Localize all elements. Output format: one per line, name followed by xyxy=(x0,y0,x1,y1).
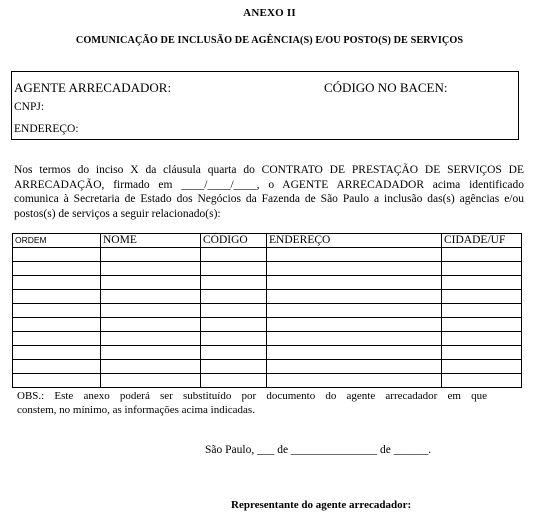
representante-label: Representante do agente arrecadador: xyxy=(231,499,412,511)
table-body xyxy=(13,248,522,388)
table-cell xyxy=(201,276,267,290)
document-title: ANEXO II xyxy=(243,7,296,19)
table-cell xyxy=(267,304,442,318)
table-cell xyxy=(442,276,522,290)
table-cell xyxy=(13,290,101,304)
cnpj-label: CNPJ: xyxy=(14,101,45,113)
body-paragraph xyxy=(14,163,524,221)
table-cell xyxy=(442,290,522,304)
paragraph-line: Nos termos do inciso X da cláusula quarta do CONTRATO DE PRESTAÇÃO DE SERVIÇOS DE xyxy=(14,164,524,176)
column-header-cidade-uf: CIDADE/UF xyxy=(442,234,522,248)
table-cell xyxy=(13,346,101,360)
table-cell xyxy=(267,318,442,332)
table-row xyxy=(13,304,522,318)
table-cell xyxy=(101,360,201,374)
table-cell xyxy=(101,262,201,276)
table-row xyxy=(13,262,522,276)
obs-note xyxy=(17,389,487,417)
table-cell xyxy=(267,346,442,360)
table-cell xyxy=(101,276,201,290)
table-cell xyxy=(13,304,101,318)
table-cell xyxy=(101,290,201,304)
table-cell xyxy=(101,304,201,318)
table-cell xyxy=(442,360,522,374)
table-row xyxy=(13,276,522,290)
table-cell xyxy=(267,332,442,346)
table-cell xyxy=(201,318,267,332)
table-cell xyxy=(13,374,101,388)
table-row xyxy=(13,374,522,388)
date-line: São Paulo, ___ de _______________ de ______. xyxy=(205,444,432,456)
table-cell xyxy=(201,346,267,360)
table-cell xyxy=(442,374,522,388)
table-cell xyxy=(267,276,442,290)
table-cell xyxy=(442,262,522,276)
table-cell xyxy=(13,276,101,290)
column-header-codigo: CÓDIGO xyxy=(201,234,267,248)
obs-line: constem, no mínimo, as informações acima indicadas. xyxy=(17,404,255,416)
table-cell xyxy=(101,318,201,332)
table-cell xyxy=(13,360,101,374)
paragraph-line: ARRECADAÇÃO, firmado em ____/____/____, o AGENTE ARRECADADOR acima identificado xyxy=(14,178,524,191)
table-row xyxy=(13,346,522,360)
table-cell xyxy=(201,332,267,346)
column-header-nome: NOME xyxy=(101,234,201,248)
table-cell xyxy=(101,346,201,360)
document-subtitle: COMUNICAÇÃO DE INCLUSÃO DE AGÊNCIA(S) E/OU POSTO(S) DE SERVIÇOS xyxy=(75,35,464,46)
obs-line: OBS.: Este anexo poderá ser substituído por documento do agente arrecadador em que xyxy=(17,390,487,402)
table-cell xyxy=(267,262,442,276)
table-cell xyxy=(101,374,201,388)
table-cell xyxy=(13,248,101,262)
agente-arrecadador-label: AGENTE ARRECADADOR: xyxy=(14,80,172,95)
table-cell xyxy=(13,332,101,346)
paragraph-line: comunica à Secretaria de Estado dos Negócios da Fazenda de São Paulo a inclusão das(s) agências e/ou xyxy=(14,193,524,205)
table-cell xyxy=(201,374,267,388)
table-cell xyxy=(267,360,442,374)
table-row xyxy=(13,332,522,346)
table-cell xyxy=(442,346,522,360)
endereco-label: ENDEREÇO: xyxy=(14,123,79,135)
table-cell xyxy=(201,290,267,304)
table-row xyxy=(13,290,522,304)
column-header-ordem: ORDEM xyxy=(13,234,101,248)
table-cell xyxy=(267,290,442,304)
table-cell xyxy=(201,360,267,374)
table-header-row xyxy=(13,234,522,248)
codigo-bacen-label: CÓDIGO NO BACEN: xyxy=(324,80,448,95)
table-row xyxy=(13,248,522,262)
table-cell xyxy=(13,318,101,332)
table-cell xyxy=(442,318,522,332)
table-cell xyxy=(267,374,442,388)
table-cell xyxy=(201,248,267,262)
agencies-table xyxy=(12,233,522,388)
table-cell xyxy=(442,304,522,318)
table-cell xyxy=(13,262,101,276)
table-cell xyxy=(101,332,201,346)
table-cell xyxy=(101,248,201,262)
paragraph-line: postos(s) de serviços a seguir relacionado(s): xyxy=(14,207,221,220)
column-header-endereco: ENDEREÇO xyxy=(267,234,442,248)
table-cell xyxy=(201,304,267,318)
table-cell xyxy=(442,332,522,346)
table-cell xyxy=(201,262,267,276)
table-cell xyxy=(442,248,522,262)
table-row xyxy=(13,360,522,374)
table-cell xyxy=(267,248,442,262)
table-row xyxy=(13,318,522,332)
